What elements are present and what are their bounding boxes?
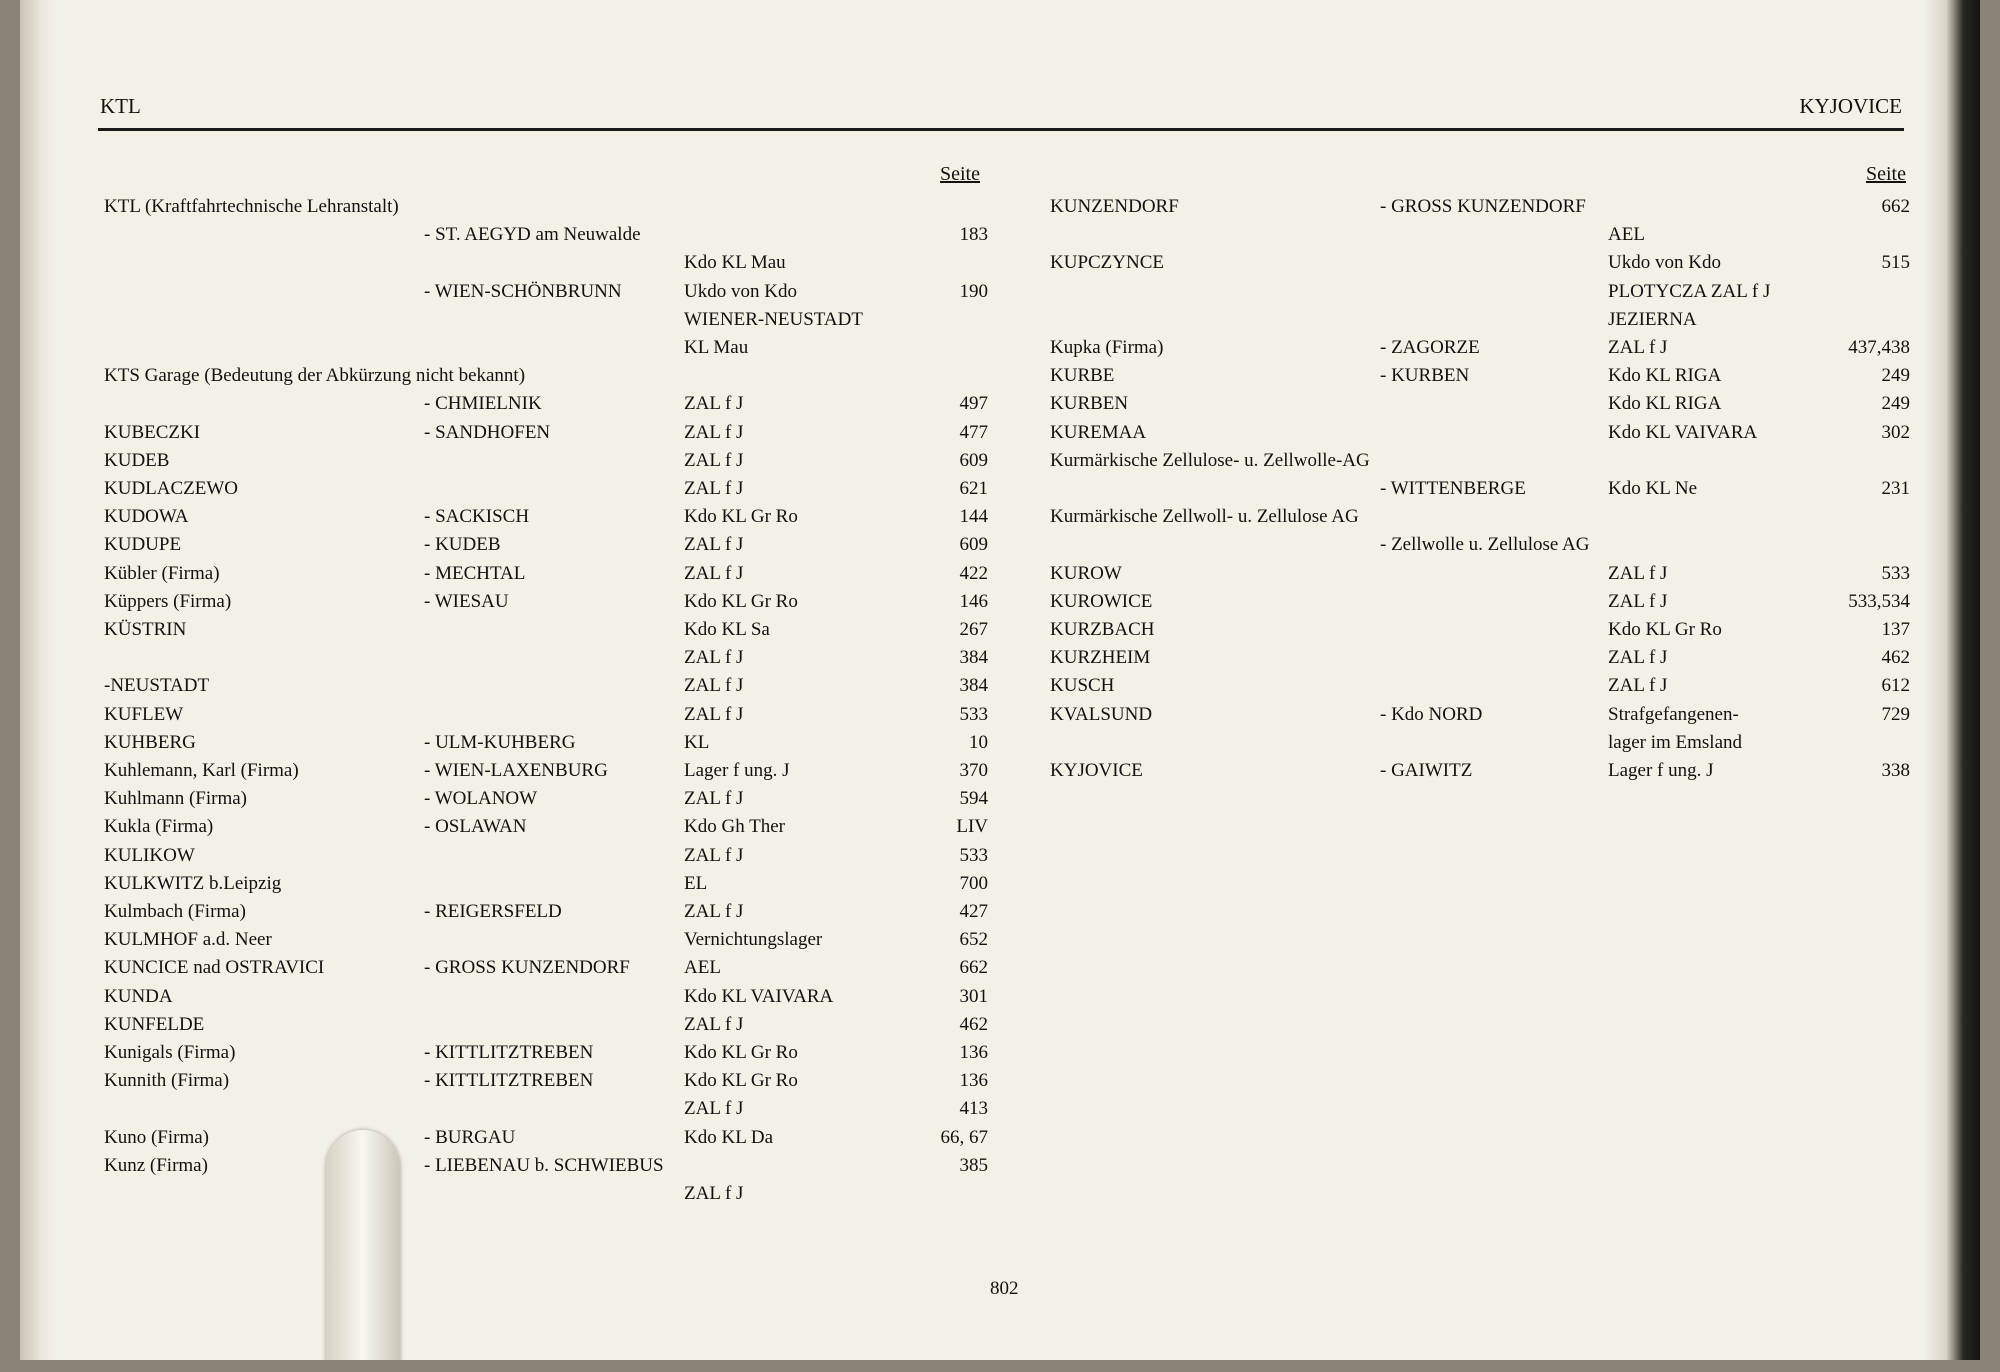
entry-pages: LIV (956, 816, 988, 838)
entry-location: - WITTENBERGE (1380, 478, 1526, 499)
index-entry (1050, 674, 1910, 702)
index-entry (1050, 477, 1910, 505)
index-entry (104, 1097, 988, 1125)
entry-unit: KL (684, 731, 710, 753)
entry-pages: 462 (1881, 647, 1910, 669)
entry-pages: 385 (959, 1154, 988, 1176)
entry-location: - GAIWITZ (1380, 760, 1473, 781)
entry-name: KUROW (1050, 562, 1122, 584)
entry-location: - SACKISCH (424, 506, 530, 528)
entry-pages: 66, 67 (940, 1126, 988, 1148)
index-entry (104, 1041, 988, 1069)
entry-pages: 10 (969, 731, 988, 753)
entry-unit: ZAL f J (684, 703, 744, 725)
index-entry (104, 985, 988, 1013)
entry-location: - BURGAU (424, 1126, 516, 1148)
entry-name: KURBEN (1050, 393, 1129, 415)
index-entry (104, 928, 988, 956)
entry-unit: Ukdo von Kdo (684, 280, 797, 302)
index-entry (1050, 336, 1910, 364)
page-number: 802 (990, 1278, 1019, 1299)
index-entry (104, 703, 988, 731)
index-entry (104, 308, 988, 336)
entry-name: KTL (Kraftfahrtechnische Lehranstalt) (104, 196, 399, 217)
entry-name: KUDOWA (104, 506, 189, 528)
index-entry (104, 590, 988, 618)
index-entry (1050, 505, 1910, 533)
entry-location: - Kdo NORD (1380, 703, 1483, 725)
entry-unit: Kdo KL VAIVARA (1608, 421, 1758, 443)
entry-unit: ZAL f J (684, 449, 744, 471)
entry-unit: ZAL f J (684, 1183, 744, 1204)
entry-name: Kuno (Firma) (104, 1126, 210, 1148)
entry-pages: 700 (959, 872, 988, 894)
entry-pages: 533,534 (1848, 590, 1910, 612)
entry-pages: 533 (1881, 562, 1910, 584)
index-entry (104, 1154, 988, 1182)
entry-unit: ZAL f J (684, 788, 744, 810)
entry-pages: 384 (959, 647, 988, 669)
entry-location: - KURBEN (1380, 365, 1470, 387)
index-entry (1050, 223, 1910, 251)
entry-pages: 533 (959, 844, 988, 866)
index-entry (104, 759, 988, 787)
entry-unit: Lager f ung. J (684, 760, 790, 781)
page-edge-shadow (1924, 0, 1980, 1360)
entry-unit: WIENER-NEUSTADT (684, 308, 863, 330)
entry-location: - CHMIELNIK (424, 393, 542, 415)
entry-pages: 144 (959, 506, 988, 528)
entry-pages: 462 (959, 1013, 988, 1035)
entry-location: - WIEN-LAXENBURG (424, 760, 608, 781)
index-entry (104, 900, 988, 928)
entry-unit: JEZIERNA (1608, 308, 1697, 330)
entry-pages: 422 (959, 562, 988, 584)
entry-unit: ZAL f J (684, 675, 744, 697)
entry-name: KUNCICE nad OSTRAVICI (104, 957, 325, 979)
entry-pages: 427 (959, 901, 988, 922)
header-rule (98, 128, 1904, 131)
entry-name: KTS Garage (Bedeutung der Abkürzung nicht bekannt) (104, 365, 526, 387)
page-binding-edge (20, 0, 56, 1360)
entry-location: - KITTLITZTREBEN (424, 1070, 594, 1092)
running-header-right: KYJOVICE (1799, 94, 1902, 118)
entry-unit: Vernichtungslager (684, 929, 823, 951)
entry-name: Kurmärkische Zellwoll- u. Zellulose AG (1050, 506, 1359, 528)
entry-pages: 136 (959, 1042, 988, 1063)
entry-unit: ZAL f J (1608, 337, 1668, 358)
entry-location: - WIESAU (424, 590, 509, 612)
entry-name: KULMHOF a.d. Neer (104, 929, 272, 951)
entry-pages: 190 (959, 280, 988, 302)
index-entry (104, 674, 988, 702)
entry-pages: 609 (959, 534, 988, 556)
index-entry (104, 815, 988, 843)
entry-unit: EL (684, 872, 708, 894)
entry-pages: 612 (1881, 675, 1910, 697)
entry-name: KUDUPE (104, 534, 182, 556)
entry-location: - KUDEB (424, 534, 501, 556)
entry-location: - REIGERSFELD (424, 901, 562, 922)
entry-location: - ST. AEGYD am Neuwalde (424, 224, 641, 246)
entry-unit: Kdo KL VAIVARA (684, 985, 834, 1007)
entry-pages: 146 (959, 590, 988, 612)
entry-name: Kurmärkische Zellulose- u. Zellwolle-AG (1050, 449, 1370, 471)
entry-pages: 497 (959, 393, 988, 415)
entry-pages: 249 (1881, 365, 1910, 387)
entry-location: - ZAGORZE (1380, 337, 1480, 358)
entry-location: - MECHTAL (424, 562, 526, 584)
entry-pages: 515 (1881, 252, 1910, 274)
entry-pages: 370 (959, 760, 988, 781)
entry-pages: 267 (959, 619, 988, 640)
index-entry (104, 731, 988, 759)
entry-unit: Kdo KL RIGA (1608, 393, 1722, 415)
entry-name: -NEUSTADT (104, 675, 210, 697)
running-header-left: KTL (100, 94, 141, 118)
index-entry (104, 1126, 988, 1154)
entry-name: KUROWICE (1050, 590, 1153, 612)
entry-unit: KL Mau (684, 337, 749, 358)
entry-name: KYJOVICE (1050, 760, 1143, 781)
index-entry (104, 421, 988, 449)
index-entry (1050, 364, 1910, 392)
entry-unit: ZAL f J (684, 647, 744, 669)
entry-location: - Zellwolle u. Zellulose AG (1380, 534, 1590, 556)
entry-name: KVALSUND (1050, 703, 1153, 725)
index-entry (104, 195, 988, 223)
entry-unit: Kdo KL Sa (684, 619, 770, 640)
index-entry (104, 787, 988, 815)
entry-pages: 594 (959, 788, 988, 810)
index-entry (1050, 562, 1910, 590)
entry-name: KULKWITZ b.Leipzig (104, 872, 282, 894)
index-entry (1050, 646, 1910, 674)
index-entry (1050, 533, 1910, 561)
entry-name: KUDLACZEWO (104, 478, 239, 499)
entry-pages: 662 (959, 957, 988, 979)
entry-name: KUNDA (104, 985, 173, 1007)
entry-pages: 384 (959, 675, 988, 697)
index-entry (1050, 280, 1910, 308)
entry-name: KUPCZYNCE (1050, 252, 1165, 274)
entry-pages: 338 (1881, 760, 1910, 781)
entry-name: Kunigals (Firma) (104, 1042, 236, 1063)
index-column-right (1050, 195, 1910, 1195)
entry-name: KURZBACH (1050, 619, 1155, 640)
entry-unit: ZAL f J (684, 562, 744, 584)
entry-location: - GROSS KUNZENDORF (1380, 196, 1586, 217)
entry-pages: 231 (1881, 478, 1910, 499)
entry-unit: AEL (1608, 224, 1645, 246)
entry-pages: 302 (1881, 421, 1910, 443)
index-entry (104, 844, 988, 872)
index-entry (104, 251, 988, 279)
entry-name: KUHBERG (104, 731, 196, 753)
index-entry (104, 392, 988, 420)
entry-unit: Ukdo von Kdo (1608, 252, 1721, 274)
entry-name: KULIKOW (104, 844, 195, 866)
entry-unit: lager im Emsland (1608, 731, 1743, 753)
entry-name: Kukla (Firma) (104, 816, 214, 838)
index-entry (104, 280, 988, 308)
entry-unit: Kdo KL Mau (684, 252, 786, 274)
entry-name: Kuhlmann (Firma) (104, 788, 248, 810)
entry-unit: ZAL f J (1608, 562, 1668, 584)
index-entry (104, 505, 988, 533)
entry-unit: Kdo KL Gr Ro (684, 590, 798, 612)
entry-name: KURBE (1050, 365, 1115, 387)
entry-name: KUNFELDE (104, 1013, 205, 1035)
entry-unit: ZAL f J (1608, 675, 1668, 697)
entry-unit: Kdo KL Gr Ro (684, 506, 798, 528)
entry-location: - WIEN-SCHÖNBRUNN (424, 280, 622, 302)
index-entry (1050, 251, 1910, 279)
entry-pages: 729 (1881, 703, 1910, 725)
entry-pages: 477 (959, 421, 988, 443)
entry-pages: 621 (959, 478, 988, 499)
entry-unit: ZAL f J (1608, 590, 1668, 612)
entry-unit: ZAL f J (684, 393, 744, 415)
index-entry (104, 449, 988, 477)
entry-location: - SANDHOFEN (424, 421, 551, 443)
entry-name: KUSCH (1050, 675, 1115, 697)
entry-unit: Kdo Gh Ther (684, 816, 785, 838)
entry-unit: Kdo KL Ne (1608, 478, 1697, 499)
index-entry (104, 1013, 988, 1041)
index-entry (104, 956, 988, 984)
entry-name: Kübler (Firma) (104, 562, 220, 584)
index-entry (104, 364, 988, 392)
entry-pages: 609 (959, 449, 988, 471)
page-column-heading-left: Seite (940, 163, 980, 185)
entry-unit: Kdo KL Gr Ro (684, 1070, 798, 1092)
entry-pages: 183 (959, 224, 988, 246)
entry-unit: ZAL f J (684, 534, 744, 556)
entry-name: KUDEB (104, 449, 170, 471)
entry-unit: Kdo KL RIGA (1608, 365, 1722, 387)
index-entry (104, 223, 988, 251)
entry-pages: 301 (959, 985, 988, 1007)
index-entry (104, 533, 988, 561)
entry-name: Kunnith (Firma) (104, 1070, 230, 1092)
entry-name: KUREMAA (1050, 421, 1147, 443)
entry-pages: 652 (959, 929, 988, 951)
index-entry (104, 477, 988, 505)
index-entry (104, 562, 988, 590)
entry-unit: Kdo KL Gr Ro (1608, 619, 1722, 640)
index-entry (104, 336, 988, 364)
entry-pages: 533 (959, 703, 988, 725)
entry-location: - WOLANOW (424, 788, 538, 810)
entry-name: KURZHEIM (1050, 647, 1151, 669)
index-entry (104, 1182, 988, 1210)
entry-unit: ZAL f J (684, 421, 744, 443)
entry-unit: Lager f ung. J (1608, 760, 1714, 781)
index-entry (1050, 308, 1910, 336)
index-entry (1050, 449, 1910, 477)
entry-name: Küppers (Firma) (104, 590, 232, 612)
index-entry (1050, 731, 1910, 759)
index-entry (1050, 590, 1910, 618)
index-entry (104, 618, 988, 646)
index-entry (1050, 618, 1910, 646)
entry-unit: ZAL f J (684, 1098, 744, 1120)
entry-name: Kunz (Firma) (104, 1154, 208, 1176)
entry-name: Kulmbach (Firma) (104, 901, 246, 922)
entry-unit: ZAL f J (684, 901, 744, 922)
entry-location: - ULM-KUHBERG (424, 731, 576, 753)
index-entry (1050, 703, 1910, 731)
entry-location: - KITTLITZTREBEN (424, 1042, 594, 1063)
entry-name: Kuhlemann, Karl (Firma) (104, 760, 299, 781)
entry-location: - GROSS KUNZENDORF (424, 957, 630, 979)
index-entry (1050, 759, 1910, 787)
entry-name: Kupka (Firma) (1050, 337, 1164, 358)
index-entry (1050, 421, 1910, 449)
entry-location: - LIEBENAU b. SCHWIEBUS (424, 1154, 664, 1176)
book-page (20, 0, 1980, 1360)
entry-pages: 249 (1881, 393, 1910, 415)
index-column-left (104, 195, 988, 1204)
entry-pages: 662 (1881, 196, 1910, 217)
index-entry (1050, 392, 1910, 420)
entry-unit: ZAL f J (684, 478, 744, 499)
entry-unit: ZAL f J (684, 1013, 744, 1035)
entry-pages: 437,438 (1848, 337, 1910, 358)
entry-name: KÜSTRIN (104, 619, 187, 640)
entry-pages: 413 (959, 1098, 988, 1120)
entry-unit: ZAL f J (1608, 647, 1668, 669)
entry-unit: Kdo KL Gr Ro (684, 1042, 798, 1063)
bookmark-tab (326, 1130, 400, 1360)
index-entry (104, 1069, 988, 1097)
entry-unit: Strafgefangenen- (1608, 703, 1739, 725)
page-column-heading-right: Seite (1866, 163, 1906, 185)
entry-unit: PLOTYCZA ZAL f J (1608, 280, 1771, 302)
entry-name: KUBECZKI (104, 421, 201, 443)
entry-unit: Kdo KL Da (684, 1126, 773, 1148)
entry-unit: ZAL f J (684, 844, 744, 866)
index-entry (104, 646, 988, 674)
entry-name: KUFLEW (104, 703, 184, 725)
index-entry (104, 872, 988, 900)
entry-pages: 136 (959, 1070, 988, 1092)
entry-name: KUNZENDORF (1050, 196, 1179, 217)
entry-unit: AEL (684, 957, 721, 979)
entry-pages: 137 (1881, 619, 1910, 640)
entry-location: - OSLAWAN (424, 816, 527, 838)
index-entry (1050, 195, 1910, 223)
